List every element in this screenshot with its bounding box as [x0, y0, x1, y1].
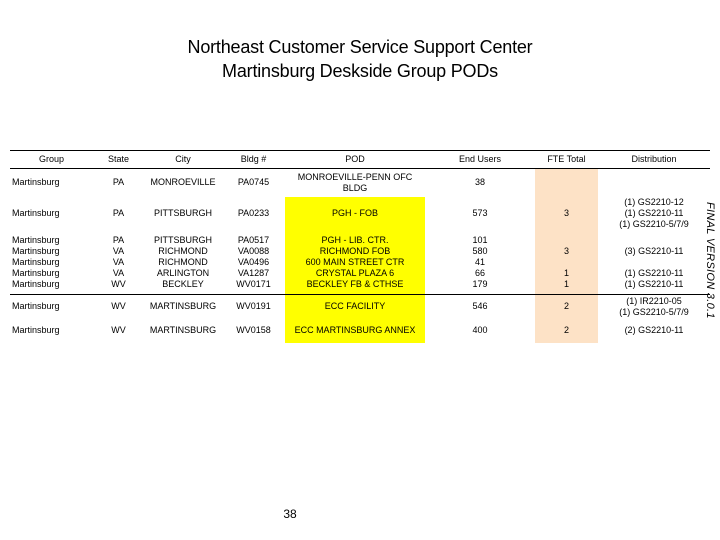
cell-fte: 2: [535, 319, 598, 343]
header-pod: POD: [285, 151, 425, 169]
cell-group: Martinsburg Martinsburg Martinsburg Martinsburg Martinsburg: [12, 234, 60, 289]
cell-pod: MONROEVILLE-PENN OFC BLDG: [297, 171, 413, 193]
cell-distribution: (1) GS2210-12 (1) GS2210-11 (1) GS2210-5/7/9: [619, 197, 689, 229]
cell-fte: [535, 169, 598, 197]
cell-fte: 3: [535, 197, 598, 231]
cell-end-users: 573: [472, 208, 488, 218]
cell-pod: ECC FACILITY: [285, 295, 425, 319]
cell-group: Martinsburg: [12, 325, 60, 335]
header-fte-total: FTE Total: [535, 151, 598, 169]
cell-city: MARTINSBURG: [149, 325, 217, 335]
cell-group: Martinsburg: [12, 177, 60, 188]
header-city: City: [144, 151, 222, 169]
cell-group: Martinsburg: [12, 301, 60, 312]
cell-distribution: (3) GS2210-11 (1) GS2210-11 (1) GS2210-11: [624, 245, 684, 289]
cell-bldg: WV0191: [236, 301, 271, 312]
cell-bldg: WV0158: [236, 325, 271, 335]
cell-fte: 3 1 1: [535, 231, 598, 295]
cell-distribution: (2) GS2210-11: [624, 325, 684, 335]
cell-city: PITTSBURGH RICHMOND RICHMOND ARLINGTON BECKLEY: [153, 234, 212, 289]
header-row: [10, 151, 710, 169]
version-label: FINAL VERSION 3.0.1: [704, 201, 716, 319]
cell-group: Martinsburg: [12, 208, 60, 218]
table-row: [10, 319, 710, 343]
cell-end-users: 546: [472, 301, 488, 312]
table-row: [10, 197, 710, 231]
cell-end-users: 400: [472, 325, 488, 335]
cell-pod: ECC MARTINSBURG ANNEX: [285, 319, 425, 343]
header-end-users: End Users: [425, 151, 535, 169]
cell-state: PA: [112, 208, 125, 218]
header-distribution: Distribution: [598, 151, 710, 169]
cell-state: PA VA VA VA WV: [111, 234, 126, 289]
cell-fte: 2: [535, 295, 598, 319]
table-row-block: [10, 231, 710, 295]
cell-bldg: PA0233: [237, 208, 270, 218]
page-title: Northeast Customer Service Support Center: [187, 37, 533, 57]
cell-bldg: PA0517 VA0088 VA0496 VA1287 WV0171: [236, 234, 271, 289]
cell-bldg: PA0745: [237, 177, 270, 188]
table-row: [10, 169, 710, 197]
cell-state: WV: [111, 301, 126, 312]
cell-end-users: 101 580 41 66 179: [472, 234, 488, 289]
cell-pod: PGH - LIB. CTR. RICHMOND FOB 600 MAIN STREET CTR CRYSTAL PLAZA 6 BECKLEY FB & CTHSE: [285, 231, 425, 295]
cell-state: PA: [112, 177, 125, 188]
page-subtitle: Martinsburg Deskside Group PODs: [222, 61, 498, 81]
cell-city: MARTINSBURG: [149, 301, 217, 312]
cell-state: WV: [111, 325, 126, 335]
header-group: Group: [10, 151, 93, 169]
cell-distribution: [598, 169, 710, 197]
header-bldg: Bldg #: [222, 151, 285, 169]
table-row: [10, 295, 710, 319]
pod-table: [10, 150, 710, 343]
cell-pod: PGH - FOB: [285, 197, 425, 231]
cell-end-users: 38: [474, 177, 485, 188]
cell-city: PITTSBURGH: [153, 208, 212, 218]
cell-city: MONROEVILLE: [150, 177, 216, 188]
cell-distribution: (1) IR2210-05 (1) GS2210-5/7/9: [619, 295, 689, 317]
page-number: 38: [283, 507, 297, 521]
header-state: State: [93, 151, 144, 169]
